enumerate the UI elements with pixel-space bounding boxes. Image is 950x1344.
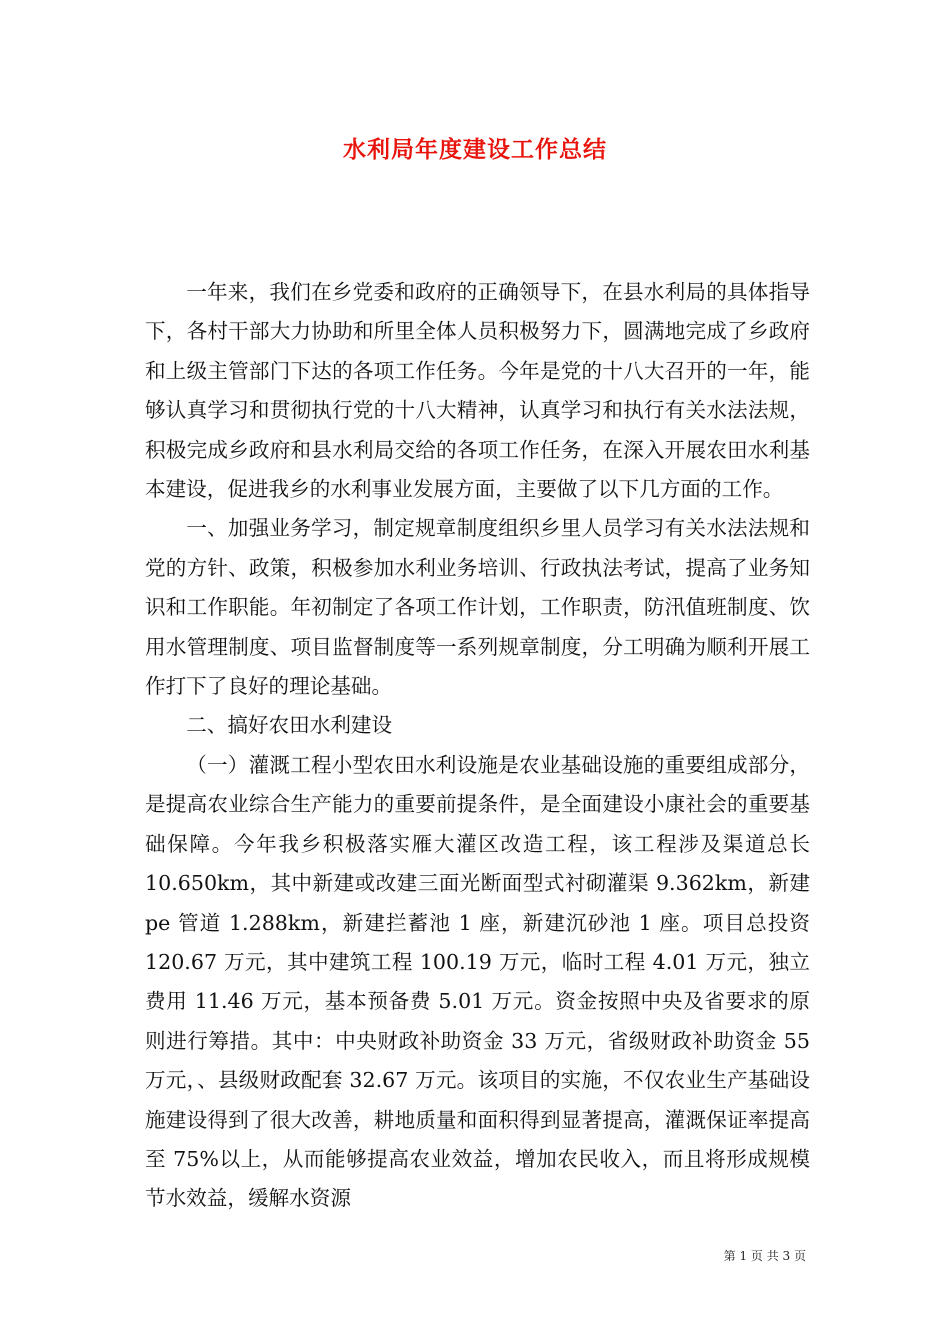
paragraph-section-2-heading: 二、搞好农田水利建设 — [186, 713, 393, 738]
paragraph-intro: 一年来，我们在乡党委和政府的正确领导下，在县水利局的具体指导下，各村干部大力协助和所里全体人员积极努力下，圆满地完成了乡政府和上级主管部门下达的各项工作任务。今年是党的十八大召开的一年，能够认真学习和贯彻执行党的十八大精神，认真学习和执行有关水法法规，积极完成乡政府和县水利局交给的各项工作任务，在深入开展农田水利基本建设，促进我乡的水利事业发展方面，主要做了以下几方面的工作。 — [145, 280, 810, 502]
document-body — [145, 273, 810, 1219]
paragraph-irrigation: （一）灌溉工程小型农田水利设施是农业基础设施的重要组成部分，是提高农业综合生产能力的重要前提条件，是全面建设小康社会的重要基础保障。今年我乡积极落实雁大灌区改造工程，该工程涉及渠道总长 10.650km，其中新建或改建三面光断面型式衬砌灌渠 9.362km，新建 pe 管道 1.288km，新建拦蓄池 1 座，新建沉砂池 1 座。项目总投资 120.67 万元，其中建筑工程 100.19 万元，临时工程 4.01 万元，独立费用 11.46 万元，基本预备费 5.01 万元。资金按照中央及省要求的原则进行筹措。其中：中央财政补助资金 33 万元，省级财政补助资金 55 万元，、县级财政配套 32.67 万元。该项目的实施，不仅农业生产基础设施建设得到了很大改善，耕地质量和面积得到显著提高，灌溉保证率提高至 75%以上，从而能够提高农业效益，增加农民收入，而且将形成规模节水效益，缓解水资源 — [145, 752, 810, 1211]
document-title: 水利局年度建设工作总结 — [343, 136, 607, 163]
paragraph-section-1: 一、加强业务学习，制定规章制度组织乡里人员学习有关水法法规和党的方针、政策，积极参加水利业务培训、行政执法考试，提高了业务知识和工作职能。年初制定了各项工作计划，工作职责，防汛值班制度、饮用水管理制度、项目监督制度等一系列规章制度，分工明确为顺利开展工作打下了良好的理论基础。 — [145, 516, 810, 699]
page-number: 第 1 页 共 3 页 — [723, 1249, 806, 1263]
